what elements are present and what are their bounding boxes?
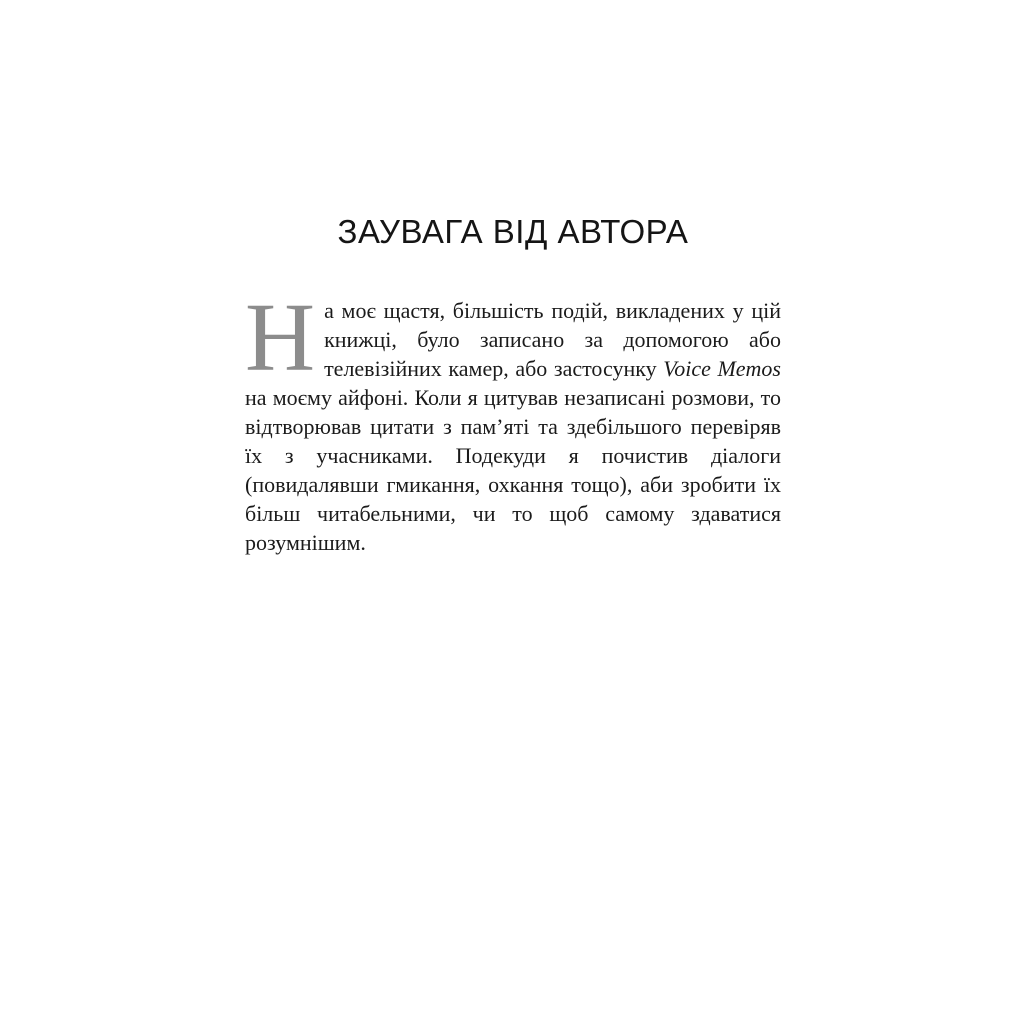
paragraph-italic-segment: Voice Memos	[663, 356, 781, 381]
author-note-paragraph	[245, 284, 781, 557]
page-title: ЗАУВАГА ВІД АВТОРА	[337, 213, 689, 250]
drop-cap-letter: Н	[245, 284, 316, 391]
page-content	[245, 212, 781, 557]
paragraph-text-segment: на моєму айфоні. Коли я цитував незаписані розмови, то відтворював цитати з пам’яті та здебільшого перевіряв їх з учасниками. Подекуди я почистив діалоги (повидалявши гмикання, охкання тощо), аби зробити їх більш читабельними, чи то щоб самому здаватися розумнішим.	[245, 385, 781, 555]
paragraph-text-segment: а моє щастя, більшість подій, викладених у цій книжці, було записано за допомогою або телевізійних камер, або застосунку	[324, 298, 781, 381]
